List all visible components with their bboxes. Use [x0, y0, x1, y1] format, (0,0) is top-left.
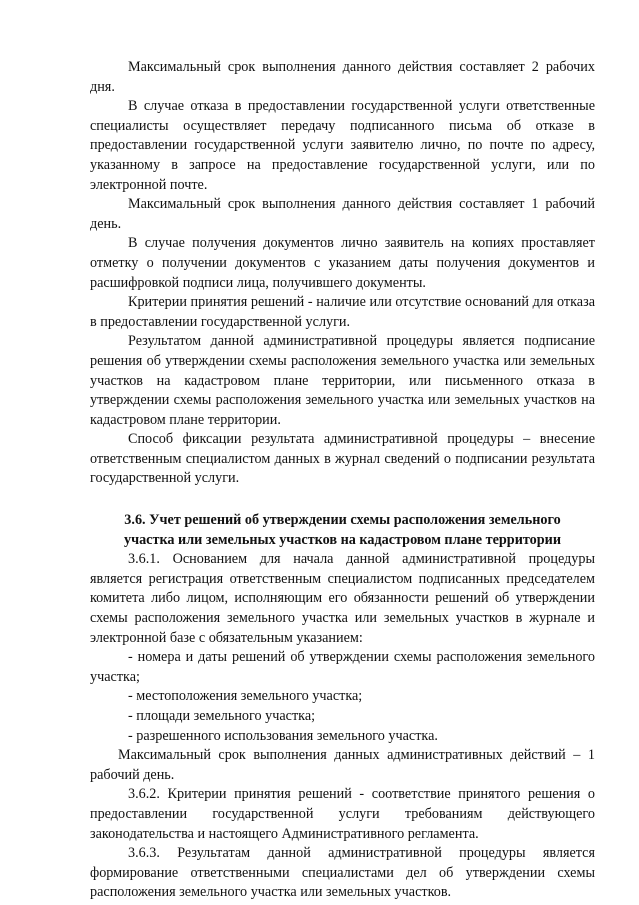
- document-page: [90, 58, 595, 903]
- list-item-decision-numbers: - номера и даты решений об утверждении схемы расположения земельного участка;: [90, 649, 595, 685]
- paragraph-max-term-2-days: Максимальный срок выполнения данного действия составляет 2 рабочих дня.: [90, 59, 595, 95]
- paragraph-result-recording: Способ фиксации результата административной процедуры – внесение ответственным специалистом данных в журнал сведений о подписании результата государственной услуги.: [90, 431, 595, 487]
- paragraph-max-term-actions: Максимальный срок выполнения данных административных действий – 1 рабочий день.: [90, 747, 595, 783]
- section-heading-3-6: 3.6. Учет решений об утверждении схемы расположения земельного участка или земельных участков на кадастровом плане территории: [123, 512, 561, 548]
- paragraph-3-6-1: 3.6.1. Основанием для начала данной административной процедуры является регистрация ответственным специалистом подписанных председателем комитета либо лицом, исполняющим его обязанности решений об утверждении схемы расположения земельного участка или земельных участков в журнале и электронной базе с обязательным указанием:: [90, 551, 595, 646]
- paragraph-refusal-delivery: В случае отказа в предоставлении государственной услуги ответственные специалисты осуществляет передачу подписанного письма об отказе в предоставлении государственной услуги заявителю лично, по почте по адресу, указанному в запросе на предоставление государственной услуги, или по электронной почте.: [90, 98, 595, 193]
- list-item-area: - площади земельного участка;: [128, 708, 316, 724]
- paragraph-receipt-mark: В случае получения документов лично заявитель на копиях проставляет отметку о получении документов с указанием даты получения документов и расшифровкой подписи лица, получившего документы.: [90, 235, 595, 291]
- paragraph-procedure-result: Результатом данной административной процедуры является подписание решения об утверждении схемы расположения земельного участка или земельных участков на кадастровом плане территории, или письменного отказа в утверждении схемы расположения земельного участка или земельных участков на кадастровом плане территории.: [90, 333, 595, 428]
- paragraph-3-6-3: 3.6.3. Результатам данной административной процедуры является формирование ответственными специалистами дел об утверждении схемы расположения земельного участка или земельных участков.: [90, 845, 595, 901]
- list-item-permitted-use: - разрешенного использования земельного участка.: [128, 727, 438, 744]
- paragraph-3-6-2: 3.6.2. Критерии принятия решений - соответствие принятого решения о предоставлении государственной услуги требованиям действующего законодательства и настоящего Административного регламента.: [90, 786, 595, 842]
- list-item-location: - местоположения земельного участка;: [128, 688, 363, 705]
- paragraph-decision-criteria: Критерии принятия решений - наличие или отсутствие оснований для отказа в предоставлении государственной услуги.: [90, 294, 595, 330]
- paragraph-max-term-1-day: Максимальный срок выполнения данного действия составляет 1 рабочий день.: [90, 196, 595, 232]
